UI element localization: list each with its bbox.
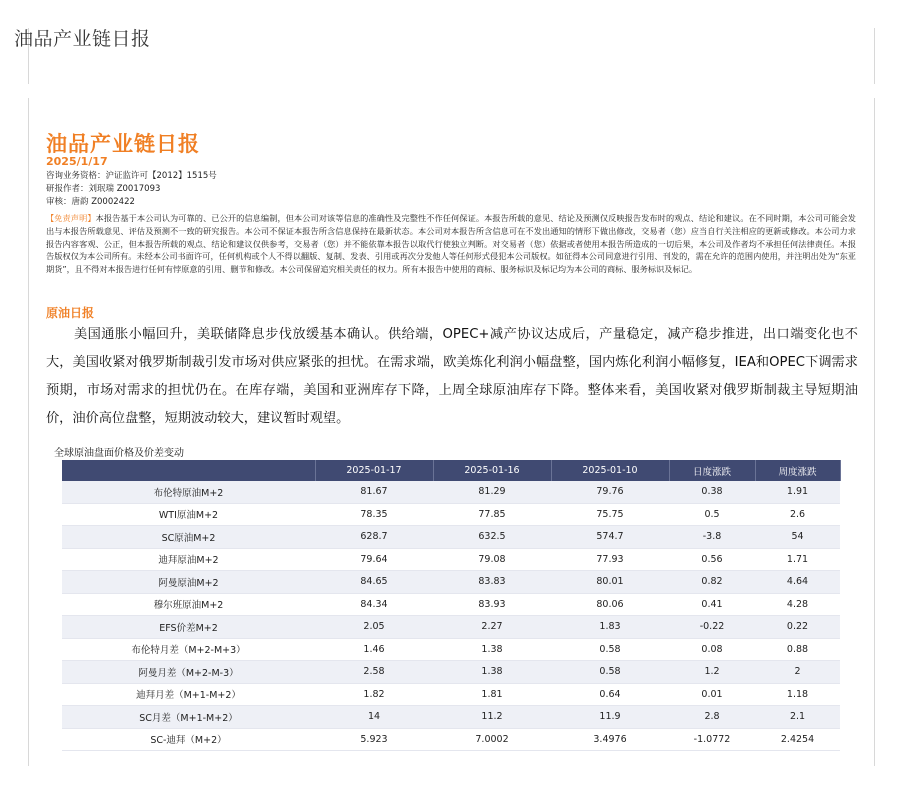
table-row — [62, 503, 840, 526]
author-line: 研报作者：刘珉瑞 Z0017093 — [46, 184, 161, 194]
disclaimer-text: 本报告基于本公司认为可靠的、已公开的信息编制，但本公司对该等信息的准确性及完整性不作任何保证。本报告所载的意见、结论及预测仅反映报告发布时的观点、结论和建议。在不同时期，本公司可能会发出与本报告所载意见、评估及预测不一致的研究报告。本公司不保证本报告所含信息保持在最新状态。本公司对本报告所含信息可在不发出通知的情形下做出修改，交易者（您）应当自行关注相应的更新或修改。本公司力求报告内容客观、公正，但本报告所载的观点、结论和建议仅供参考，交易者（您）并不能依靠本报告以取代行使独立判断。对交易者（您）依据或者使用本报告所造成的一切后果，本公司及作者均不承担任何法律责任。本报告版权仅为本公司所有。未经本公司书面许可，任何机构或个人不得以翻版、复制、发表、引用或再次分发他人等任何形式侵犯本公司版权。如征得本公司同意进行引用、刊发的，需在允许的范围内使用，并注明出处为“东亚期货”，且不得对本报告进行任何有悖原意的引用、删节和修改。本公司保留追究相关责任的权力。所有本报告中使用的商标、服务标识及标记均为本公司的商标、服务标识及标记。 — [46, 213, 856, 275]
value-cell: 0.58 — [551, 661, 669, 684]
value-cell: 2.05 — [315, 616, 433, 639]
report-date: 2025/1/17 — [46, 155, 108, 168]
value-cell: 79.64 — [315, 548, 433, 571]
value-cell: 1.91 — [755, 481, 840, 503]
value-cell: 79.76 — [551, 481, 669, 503]
value-cell: 7.0002 — [433, 728, 551, 751]
row-label-cell: 迪拜原油M+2 — [62, 548, 315, 571]
value-cell: 1.82 — [315, 683, 433, 706]
value-cell: 574.7 — [551, 526, 669, 549]
table-row — [62, 548, 840, 571]
value-cell: 1.38 — [433, 661, 551, 684]
value-cell: 80.06 — [551, 593, 669, 616]
body-paragraph: 美国通胀小幅回升，美联储降息步伐放缓基本确认。供给端，OPEC+减产协议达成后，产量稳定，减产稳步推进，出口端变化也不大，美国收紧对俄罗斯制裁引发市场对供应紧张的担忧。在需求端，欧美炼化利润小幅盘整，国内炼化利润小幅修复，IEA和OPEC下调需求预期，市场对需求的担忧仍在。在库存端，美国和亚洲库存下降，上周全球原油库存下降。整体来看，美国收紧对俄罗斯制裁主导短期油价，油价高位盘整，短期波动较大，建议暂时观望。 — [46, 327, 858, 426]
row-label-cell: 迪拜月差（M+1-M+2） — [62, 683, 315, 706]
table-row — [62, 728, 840, 751]
table-header-row — [62, 460, 840, 481]
value-cell: 80.01 — [551, 571, 669, 594]
viewer-title: 油品产业链日报 — [14, 28, 151, 50]
value-cell: 75.75 — [551, 503, 669, 526]
value-cell: 2 — [755, 661, 840, 684]
value-cell: 1.2 — [669, 661, 755, 684]
value-cell: 2.4254 — [755, 728, 840, 751]
price-table — [62, 460, 841, 751]
value-cell: 77.85 — [433, 503, 551, 526]
value-cell: 2.6 — [755, 503, 840, 526]
header-cell: 日度涨跌 — [669, 460, 755, 481]
header-cell: 周度涨跌 — [755, 460, 840, 481]
value-cell: 81.67 — [315, 481, 433, 503]
table-row — [62, 683, 840, 706]
header-cell: 2025-01-16 — [433, 460, 551, 481]
table-row — [62, 616, 840, 639]
value-cell: 1.71 — [755, 548, 840, 571]
row-label-cell: 布伦特原油M+2 — [62, 481, 315, 503]
table-row — [62, 638, 840, 661]
table-caption: 全球原油盘面价格及价差变动 — [54, 448, 184, 459]
value-cell: 2.8 — [669, 706, 755, 729]
value-cell: 81.29 — [433, 481, 551, 503]
value-cell: 83.93 — [433, 593, 551, 616]
table-row — [62, 593, 840, 616]
row-label-cell: SC原油M+2 — [62, 526, 315, 549]
value-cell: 54 — [755, 526, 840, 549]
value-cell: 1.83 — [551, 616, 669, 639]
value-cell: -3.8 — [669, 526, 755, 549]
value-cell: -1.0772 — [669, 728, 755, 751]
value-cell: 78.35 — [315, 503, 433, 526]
value-cell: 0.88 — [755, 638, 840, 661]
value-cell: 1.81 — [433, 683, 551, 706]
row-label-cell: 阿曼原油M+2 — [62, 571, 315, 594]
value-cell: 628.7 — [315, 526, 433, 549]
table-row — [62, 706, 840, 729]
row-label-cell: SC-迪拜（M+2） — [62, 728, 315, 751]
row-label-cell: EFS价差M+2 — [62, 616, 315, 639]
value-cell: 14 — [315, 706, 433, 729]
value-cell: 11.9 — [551, 706, 669, 729]
value-cell: -0.22 — [669, 616, 755, 639]
value-cell: 0.5 — [669, 503, 755, 526]
table-row — [62, 526, 840, 549]
table-row — [62, 481, 840, 503]
row-label-cell: 布伦特月差（M+2-M+3） — [62, 638, 315, 661]
value-cell: 1.46 — [315, 638, 433, 661]
value-cell: 5.923 — [315, 728, 433, 751]
row-label-cell: WTI原油M+2 — [62, 503, 315, 526]
value-cell: 1.38 — [433, 638, 551, 661]
value-cell: 0.08 — [669, 638, 755, 661]
value-cell: 0.22 — [755, 616, 840, 639]
value-cell: 4.64 — [755, 571, 840, 594]
value-cell: 77.93 — [551, 548, 669, 571]
table-row — [62, 661, 840, 684]
section-heading: 原油日报 — [46, 306, 95, 320]
header-cell: 2025-01-17 — [315, 460, 433, 481]
value-cell: 0.58 — [551, 638, 669, 661]
value-cell: 84.65 — [315, 571, 433, 594]
value-cell: 79.08 — [433, 548, 551, 571]
value-cell: 83.83 — [433, 571, 551, 594]
report-title: 油品产业链日报 — [46, 132, 200, 156]
value-cell: 0.41 — [669, 593, 755, 616]
value-cell: 0.82 — [669, 571, 755, 594]
row-label-cell: SC月差（M+1-M+2） — [62, 706, 315, 729]
row-label-cell: 阿曼月差（M+2-M-3） — [62, 661, 315, 684]
value-cell: 84.34 — [315, 593, 433, 616]
table-body — [62, 481, 840, 751]
value-cell: 0.01 — [669, 683, 755, 706]
value-cell: 3.4976 — [551, 728, 669, 751]
disclaimer-tag: 【免责声明】 — [46, 213, 96, 223]
value-cell: 0.38 — [669, 481, 755, 503]
value-cell: 2.58 — [315, 661, 433, 684]
value-cell: 1.18 — [755, 683, 840, 706]
value-cell: 11.2 — [433, 706, 551, 729]
value-cell: 0.56 — [669, 548, 755, 571]
table-row — [62, 571, 840, 594]
row-label-cell: 穆尔班原油M+2 — [62, 593, 315, 616]
value-cell: 2.27 — [433, 616, 551, 639]
value-cell: 4.28 — [755, 593, 840, 616]
value-cell: 632.5 — [433, 526, 551, 549]
header-cell — [62, 460, 315, 481]
value-cell: 0.64 — [551, 683, 669, 706]
viewer-header — [28, 28, 875, 84]
header-cell: 2025-01-10 — [551, 460, 669, 481]
disclaimer — [46, 212, 856, 276]
value-cell: 2.1 — [755, 706, 840, 729]
reviewer-line: 审核：唐韵 Z0002422 — [46, 197, 135, 207]
license-line: 咨询业务资格：沪证监许可【2012】1515号 — [46, 171, 217, 181]
